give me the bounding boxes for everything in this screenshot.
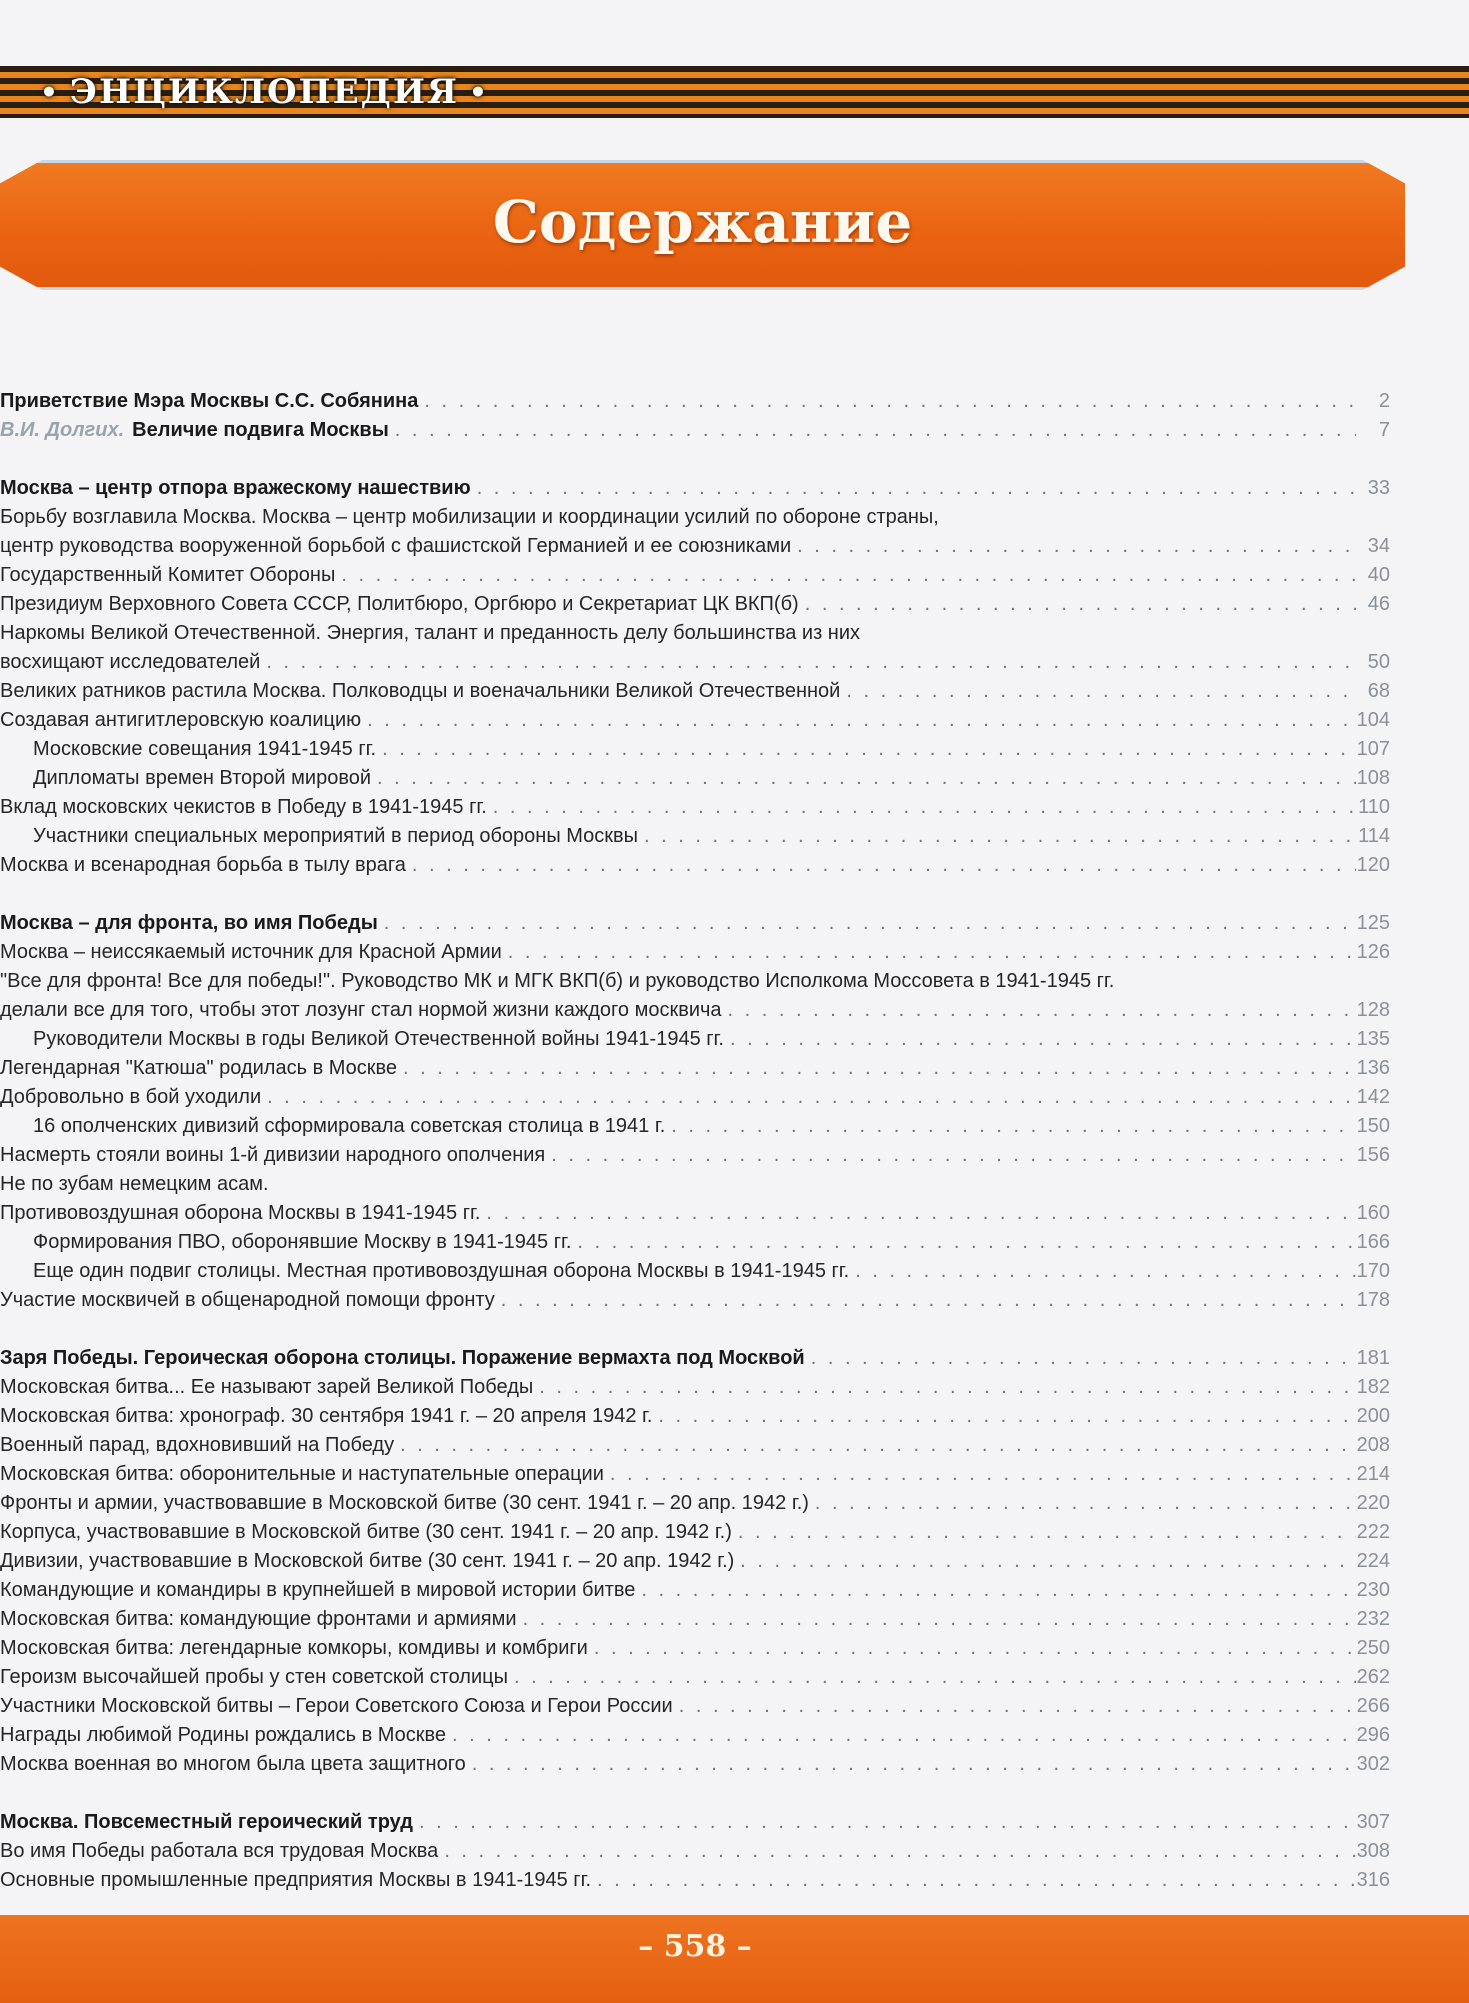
toc-entry-author: В.И. Долгих. [0,419,125,441]
toc-entry[interactable] [0,938,1390,967]
dot-leader [840,677,1356,706]
toc-entry-page: 302 [1356,1753,1390,1775]
toc-entry-page: 135 [1356,1028,1390,1050]
toc-entry-page: 308 [1356,1840,1390,1862]
dot-leader [799,590,1356,619]
toc-entry[interactable] [0,590,1390,619]
toc-entry-title [0,1605,517,1634]
toc-entry-page: 170 [1356,1260,1390,1282]
toc-entry-title [0,1518,732,1547]
toc-entry[interactable] [0,1199,1390,1228]
toc-entry-title [0,764,371,793]
toc-entry-title [0,532,791,561]
toc-entry-page: 114 [1358,825,1390,847]
toc-entry-title-text: Дивизии, участвовавшие в Московской битве (30 сент. 1941 г. – 20 апр. 1942 г.) [0,1550,735,1572]
dot-leader [809,1489,1356,1518]
toc-entry-page: 107 [1356,738,1390,760]
toc-entry-title-text: Участники специальных мероприятий в период обороны Москвы [33,825,639,847]
toc-entry-title [0,416,389,445]
toc-entry[interactable] [0,1692,1390,1721]
dot-leader [466,1750,1356,1779]
toc-entry[interactable] [0,1634,1390,1663]
toc-entry-title-text: Создавая антигитлеровскую коалицию [0,709,362,731]
toc-entry-title [0,1199,480,1228]
toc-entry-page: 316 [1356,1869,1390,1891]
toc-entry[interactable] [0,1431,1390,1460]
toc-entry-page: 128 [1356,999,1390,1021]
toc-entry[interactable] [0,1228,1390,1257]
dot-leader [673,1692,1356,1721]
toc-entry-title-text: делали все для того, чтобы этот лозунг стал нормой жизни каждого москвича [0,999,722,1021]
toc-entry-title [0,1257,849,1286]
toc-entry[interactable] [0,1286,1390,1315]
toc-entry-page: 182 [1356,1376,1390,1398]
toc-entry-title [0,474,471,503]
toc-entry-title [0,1750,466,1779]
dot-leader [588,1634,1356,1663]
toc-entry[interactable] [0,619,1390,648]
toc-entry-title-text: Участники Московской битвы – Герои Советского Союза и Герои России [0,1695,673,1717]
dot-leader [471,474,1356,503]
dot-leader [413,1808,1356,1837]
toc-entry-title-text: Президиум Верховного Совета СССР, Политбюро, Оргбюро и Секретариат ЦК ВКП(б) [0,593,799,615]
toc-entry-page: 181 [1356,1347,1390,1369]
toc-entry[interactable] [0,677,1390,706]
toc-entry-page: 108 [1356,767,1390,789]
toc-entry[interactable] [0,1837,1390,1866]
dot-leader [495,1286,1356,1315]
toc-entry-title-text: Вклад московских чекистов в Победу в 1941-1945 гг. [0,796,487,818]
dot-leader [389,416,1356,445]
toc-entry-title-text: Москва. Повсеместный героический труд [0,1811,413,1833]
toc-entry-title-text: Основные промышленные предприятия Москвы в 1941-1945 гг. [0,1869,592,1891]
toc-entry-title [0,938,502,967]
toc-entry-title-text: Формирования ПВО, оборонявшие Москву в 1941-1945 гг. [33,1231,572,1253]
toc-entry-title [0,706,361,735]
dot-leader [638,822,1356,851]
toc-entry-title [0,1141,545,1170]
toc-entry-title [0,967,1114,996]
toc-entry-title-text: "Все для фронта! Все для победы!". Руководство МК и МГК ВКП(б) и руководство Исполкома Моссовета в 1941-1945 гг. [0,970,1115,992]
dot-leader [724,1025,1356,1054]
toc-entry-title-text: Корпуса, участвовавшие в Московской битве (30 сент. 1941 г. – 20 апр. 1942 г.) [0,1521,732,1543]
toc-entry[interactable] [0,1547,1390,1576]
toc-entry-page: 200 [1356,1405,1390,1427]
toc-entry-title-text: Москва – центр отпора вражескому нашествию [0,477,471,499]
dot-leader [446,1721,1356,1750]
toc-entry-title [0,1547,734,1576]
toc-entry[interactable] [0,1344,1390,1373]
toc-entry[interactable] [0,1750,1390,1779]
toc-entry-title [0,1431,394,1460]
dot-leader [665,1112,1356,1141]
toc-entry-title-text: Московская битва: оборонительные и наступательные операции [0,1463,604,1485]
toc-entry-page: 307 [1356,1811,1390,1833]
toc-entry[interactable] [0,764,1390,793]
toc-entry-page: 7 [1378,419,1390,441]
series-label-text: ЭНЦИКЛОПЕДИЯ [69,72,460,112]
toc-entry[interactable] [0,1605,1390,1634]
toc-entry[interactable] [0,1141,1390,1170]
toc-entry-title [0,1170,269,1199]
toc-entry[interactable] [0,1576,1390,1605]
toc-entry-title-text: Москва – для фронта, во имя Победы [0,912,378,934]
toc-entry-title [0,1373,533,1402]
toc-entry-page: 50 [1367,651,1390,673]
toc-entry-title-text: Фронты и армии, участвовавшие в Московской битве (30 сент. 1941 г. – 20 апр. 1942 г.) [0,1492,809,1514]
toc-entry-title [0,1489,809,1518]
toc-entry[interactable] [0,561,1390,590]
dot-leader [361,706,1356,735]
toc-entry-title [0,1663,508,1692]
toc-entry-title [0,1228,571,1257]
toc-entry-title [0,851,406,880]
dot-leader [376,735,1356,764]
dot-leader [378,909,1356,938]
dot-leader [487,793,1356,822]
toc-entry-page: 120 [1356,854,1390,876]
dot-leader [571,1228,1356,1257]
series-label [30,70,499,114]
dot-leader [635,1576,1356,1605]
toc-entry-title-text: Не по зубам немецким асам. [0,1173,269,1195]
toc-entry-title-text: 16 ополченских дивизий сформировала советская столица в 1941 г. [33,1115,666,1137]
dot-leader [418,387,1356,416]
dot-leader [604,1460,1356,1489]
toc-entry[interactable] [0,793,1390,822]
page-number: – 558 – [638,1928,752,1964]
toc-entry-title-text: Приветствие Мэра Москвы С.С. Собянина [0,390,419,412]
toc-entry-title-text: Награды любимой Родины рождались в Москве [0,1724,447,1746]
toc-entry[interactable] [0,416,1390,445]
toc-entry-title [0,1808,413,1837]
dot-leader [480,1199,1356,1228]
dot-leader [849,1257,1356,1286]
toc-entry-title-text: Военный парад, вдохновивший на Победу [0,1434,395,1456]
toc-entry-title [0,1286,495,1315]
bullet-icon: • [469,75,489,109]
toc-entry-title-text: Москва – неиссякаемый источник для Красной Армии [0,941,502,963]
toc-entry[interactable] [0,996,1390,1025]
toc-entry-title-text: Москва и всенародная борьба в тылу врага [0,854,406,876]
dot-leader [734,1547,1356,1576]
toc-entry-title-text: Московская битва: легендарные комкоры, комдивы и комбриги [0,1637,588,1659]
toc-entry-page: 178 [1356,1289,1390,1311]
toc-entry-page: 230 [1356,1579,1390,1601]
toc-entry[interactable] [0,1460,1390,1489]
dot-leader [260,648,1356,677]
toc-entry-title [0,1112,665,1141]
toc-entry[interactable] [0,1721,1390,1750]
toc-entry-title-text: Великих ратников растила Москва. Полководцы и военачальники Великой Отечественной [0,680,841,702]
toc-entry-title [0,1866,591,1895]
dot-leader [371,764,1356,793]
toc-entry-page: 2 [1378,390,1390,412]
toc-entry-page: 262 [1356,1666,1390,1688]
toc-entry[interactable] [0,1083,1390,1112]
toc-entry-title [0,1837,438,1866]
toc-entry-title-text: Еще один подвиг столицы. Местная противовоздушная оборона Москвы в 1941-1945 гг. [33,1260,850,1282]
toc-entry[interactable] [0,648,1390,677]
toc-entry-title [0,793,487,822]
toc-entry-title-text: Московская битва... Ее называют зарей Великой Победы [0,1376,534,1398]
toc-entry-title-text: Дипломаты времен Второй мировой [33,767,372,789]
toc-entry[interactable] [0,822,1390,851]
dot-leader [533,1373,1356,1402]
toc-entry-title-text: Московские совещания 1941-1945 гг. [33,738,377,760]
toc-entry-page: 40 [1367,564,1390,586]
toc-entry-title [0,1054,397,1083]
toc-entry-page: 220 [1356,1492,1390,1514]
toc-entry[interactable] [0,909,1390,938]
dot-leader [545,1141,1356,1170]
dot-leader [261,1083,1356,1112]
toc-entry[interactable] [0,1025,1390,1054]
toc-entry[interactable] [0,851,1390,880]
toc-entry-title [0,1634,588,1663]
toc-entry-title-text: центр руководства вооруженной борьбой с фашистской Германией и ее союзниками [0,535,792,557]
dot-leader [397,1054,1356,1083]
dot-leader [732,1518,1356,1547]
toc-entry-title-text: Героизм высочайшей пробы у стен советской столицы [0,1666,508,1688]
toc-entry[interactable] [0,532,1390,561]
toc-entry-page: 214 [1356,1463,1390,1485]
toc-entry-title [0,677,840,706]
toc-entry-title [0,590,799,619]
toc-entry-page: 296 [1356,1724,1390,1746]
toc-entry-page: 125 [1356,912,1390,934]
dot-leader [652,1402,1356,1431]
toc-entry-title [0,1460,604,1489]
toc-entry-title-text: Участие москвичей в общенародной помощи фронту [0,1289,495,1311]
toc-entry[interactable] [0,706,1390,735]
toc-entry-title [0,822,638,851]
table-of-contents [0,387,1390,1895]
toc-entry[interactable] [0,1112,1390,1141]
toc-entry-title [0,1721,446,1750]
dot-leader [591,1866,1356,1895]
toc-entry-page: 110 [1358,796,1390,818]
dot-leader [805,1344,1356,1373]
toc-entry-page: 232 [1356,1608,1390,1630]
dot-leader [438,1837,1356,1866]
toc-entry[interactable] [0,1373,1390,1402]
toc-entry-page: 68 [1367,680,1390,702]
toc-entry-title-text: Москва военная во многом была цвета защитного [0,1753,466,1775]
toc-entry-title-text: Борьбу возглавила Москва. Москва – центр мобилизации и координации усилий по обороне страны, [0,506,939,528]
dot-leader [722,996,1356,1025]
toc-entry-title [0,1576,635,1605]
toc-entry-title-text: Заря Победы. Героическая оборона столицы. Поражение вермахта под Москвой [0,1347,805,1369]
toc-entry[interactable] [0,735,1390,764]
dot-leader [335,561,1356,590]
toc-entry-title-text: Величие подвига Москвы [132,419,389,441]
toc-entry-title-text: Московская битва: командующие фронтами и армиями [0,1608,517,1630]
toc-entry[interactable] [0,1518,1390,1547]
page-title: Содержание [492,188,913,256]
toc-entry[interactable] [0,1866,1390,1895]
dot-leader [394,1431,1356,1460]
toc-entry-title [0,1692,673,1721]
toc-entry[interactable] [0,1402,1390,1431]
toc-entry-title-text: Во имя Победы работала вся трудовая Москва [0,1840,439,1862]
toc-entry-title [0,1402,652,1431]
toc-entry-page: 104 [1356,709,1390,731]
dot-leader [791,532,1356,561]
toc-entry[interactable] [0,503,1390,532]
toc-entry-title-text: Государственный Комитет Обороны [0,564,336,586]
bullet-icon: • [40,75,60,109]
toc-entry-title-text: Московская битва: хронограф. 30 сентября 1941 г. – 20 апреля 1942 г. [0,1405,653,1427]
toc-entry-page: 208 [1356,1434,1390,1456]
toc-entry-page: 224 [1356,1550,1390,1572]
toc-entry-page: 33 [1367,477,1390,499]
toc-entry-title [0,648,260,677]
dot-leader [406,851,1356,880]
toc-entry-title [0,909,378,938]
toc-entry-title [0,1344,805,1373]
toc-entry-title-text: Наркомы Великой Отечественной. Энергия, талант и преданность делу большинства из них [0,622,861,644]
toc-entry-title [0,561,335,590]
dot-leader [508,1663,1356,1692]
toc-entry-title-text: Командующие и командиры в крупнейшей в мировой истории битве [0,1579,636,1601]
dot-leader [502,938,1356,967]
dot-leader [517,1605,1356,1634]
toc-entry-title [0,996,722,1025]
toc-entry-page: 136 [1356,1057,1390,1079]
toc-entry-title [0,503,939,532]
toc-entry-page: 266 [1356,1695,1390,1717]
toc-entry[interactable] [0,474,1390,503]
toc-entry[interactable] [0,1170,1390,1199]
toc-entry-title-text: Руководители Москвы в годы Великой Отечественной войны 1941-1945 гг. [33,1028,724,1050]
toc-entry[interactable] [0,1489,1390,1518]
toc-entry-title-text: Насмерть стояли воины 1-й дивизии народного ополчения [0,1144,546,1166]
toc-entry[interactable] [0,967,1390,996]
toc-entry-title [0,735,376,764]
toc-entry-page: 142 [1356,1086,1390,1108]
toc-entry-title [0,1025,724,1054]
toc-entry-page: 160 [1356,1202,1390,1224]
toc-entry-page: 250 [1356,1637,1390,1659]
toc-entry[interactable] [0,1808,1390,1837]
toc-entry-page: 150 [1356,1115,1390,1137]
toc-entry-title-text: восхищают исследователей [0,651,261,673]
toc-entry[interactable] [0,1257,1390,1286]
toc-entry[interactable] [0,1054,1390,1083]
toc-entry-title [0,619,860,648]
toc-entry-title [0,1083,261,1112]
toc-entry[interactable] [0,387,1390,416]
toc-entry-title-text: Противовоздушная оборона Москвы в 1941-1945 гг. [0,1202,481,1224]
toc-entry-page: 46 [1367,593,1390,615]
toc-entry-title-text: Добровольно в бой уходили [0,1086,262,1108]
toc-entry-page: 166 [1356,1231,1390,1253]
toc-entry-title [0,387,418,416]
toc-entry[interactable] [0,1663,1390,1692]
toc-entry-title-text: Легендарная "Катюша" родилась в Москве [0,1057,398,1079]
toc-entry-page: 126 [1356,941,1390,963]
toc-entry-page: 222 [1356,1521,1390,1543]
toc-entry-page: 34 [1367,535,1390,557]
toc-entry-page: 156 [1356,1144,1390,1166]
